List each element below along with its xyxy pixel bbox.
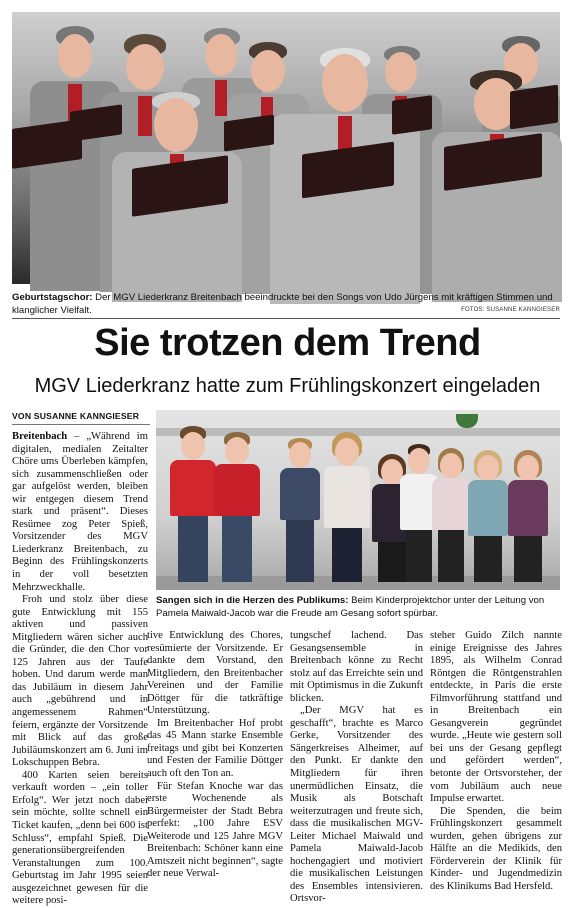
paragraph: steher Guido Zilch nannte einige Ereignisse des Jahres 1895, als Wilhelm Conrad Röntgen die Röntgenstrahlen entdeckte, in Paris die erste Filmvorführung stattfand und in Breitenbach ein Gesangverein gegründet wurde. „Heute wie gestern soll bei uns der Gesang gepflegt und gefördert werden“, betonte der Ortsvorsteher, der vom Jubiläum auch neue Impulse erwartet.: [430, 630, 562, 805]
caption-lead: Geburtstagschor:: [12, 292, 93, 303]
top-photo-caption: [12, 292, 560, 317]
paragraph: Die Spenden, die beim Frühlingskonzert gesammelt wurden, gehen übrigens zur Hälfte an die Medikids, den Förderverein der Klinik für Kinder- und Jugendmedizin des Klinikums Bad Hersfeld.: [430, 805, 562, 892]
paragraph: tungschef lachend. Das Gesangsensemble in Breitenbach könne zu Recht stolz auf das Erreichte sein und mit Optimismus in die Zukunft blicken.: [290, 630, 423, 704]
subheadline: MGV Liederkranz hatte zum Frühlingskonzert eingeladen: [34, 375, 541, 397]
paragraph: [12, 431, 148, 594]
byline: VON SUSANNE KANNGIESER: [12, 411, 140, 421]
paragraph: Froh und stolz über diese gute Entwicklung mit 155 aktiven und passiven Mitgliedern wären sicher auch die Gründer, die den Chor vor 125 Jahren aus der Taufe hoben. Und darum werde man das Jubiläum in diesem Jahr auch „gebührend und in angemessenem Rahmen“ feiern, ergänzte der Vorsitzende mit Blick auf das große Jubiläumskonzert am 6. Juni im Lokschuppen Bebra.: [12, 594, 148, 769]
article-column-1: [12, 431, 148, 907]
kids-photo-caption: [156, 595, 560, 620]
byline-rule: [12, 424, 150, 425]
caption-lead: Sangen sich in die Herzen des Publikums:: [156, 595, 349, 606]
caption-text: Der MGV Liederkranz Breitenbach beeindruckte bei den Songs von Udo Jürgens mit kräftigen Stimmen und klanglicher Vielfalt.: [12, 292, 553, 316]
photo-credit: FOTOS: SUSANNE KANNGIESER: [461, 307, 560, 313]
paragraph-text: – „Während im digitalen, medialen Zeitalter Chöre ums Überleben kämpfen, sich zusammenschließen oder gar aufgelöst werden, bleiben wir entgegen diesem Trend stark und präsent“. Dieses Resümee zog Peter Spieß, Vorsitzender des MGV Liederkranz Breitenbach, zu Beginn des Frühlingskonzerts in der voll besetzten Mehrzweckhalle.: [12, 431, 148, 593]
caption-text: Beim Kinderprojektchor unter der Leitung von Pamela Maiwald-Jacob war die Freude am Gesang sofort spürbar.: [156, 595, 545, 619]
paragraph: Für Stefan Knoche war das erste Wochenende als Bürgermeister der Stadt Bebra perfekt: „100 Jahre ESV Weiterode und 125 Jahre MGV Breitenbach: Schöner kann eine Amtszeit nicht beginnen“, sagte der neue Verwal-: [147, 780, 283, 880]
paragraph: tive Entwicklung des Chores, resümierte der Vorsitzende. Er dankte dem Vorstand, den Mitgliedern, den Breitenbacher Vereinen und der Familie Döttger für die tatkräftige Unterstützung.: [147, 630, 283, 717]
article-column-2: [147, 630, 283, 884]
paragraph: 400 Karten seien bereits verkauft worden – „ein toller Erfolg“. Wer jetzt noch dabei sein möchte, sollte schnell ein Ticket kaufen, „denn bei 600 ist Schluss“, empfahl Spieß. Die generationsübergreifenden Veranstaltungen zum 100. Geburtstag im Jahr 1995 seien ausgezeichnet gewesen für die weitere posi-: [12, 769, 148, 907]
paragraph: Im Breitenbacher Hof probt das 45 Mann starke Ensemble freitags und gibt bei Konzerten und Festen der Familie Döttger auch oft den Ton an.: [147, 717, 283, 780]
headline: Sie trotzen dem Trend: [94, 322, 481, 364]
divider: [12, 318, 560, 319]
paragraph: „Der MGV hat es geschafft“, brachte es Marco Gerke, Vorsitzender des Sängerkreises Alheimer, auf den Punkt. Er dankte den Mitgliedern für ihren unermüdlichen Einsatz, die Musik als Botschaft weiterzutragen und freute sich, dass die musikalischen MGV-Leiter Michael Maiwald und Pamela Maiwald-Jacob hochengagiert und motiviert die musikalischen Leistungen des Ensembles intensivieren. Ortsvor-: [290, 705, 423, 905]
choir-photo: [12, 12, 560, 284]
article-column-3: [290, 630, 423, 905]
dateline: Breitenbach: [12, 431, 68, 442]
article-column-4: [430, 630, 562, 892]
children-choir-photo: [156, 410, 560, 590]
